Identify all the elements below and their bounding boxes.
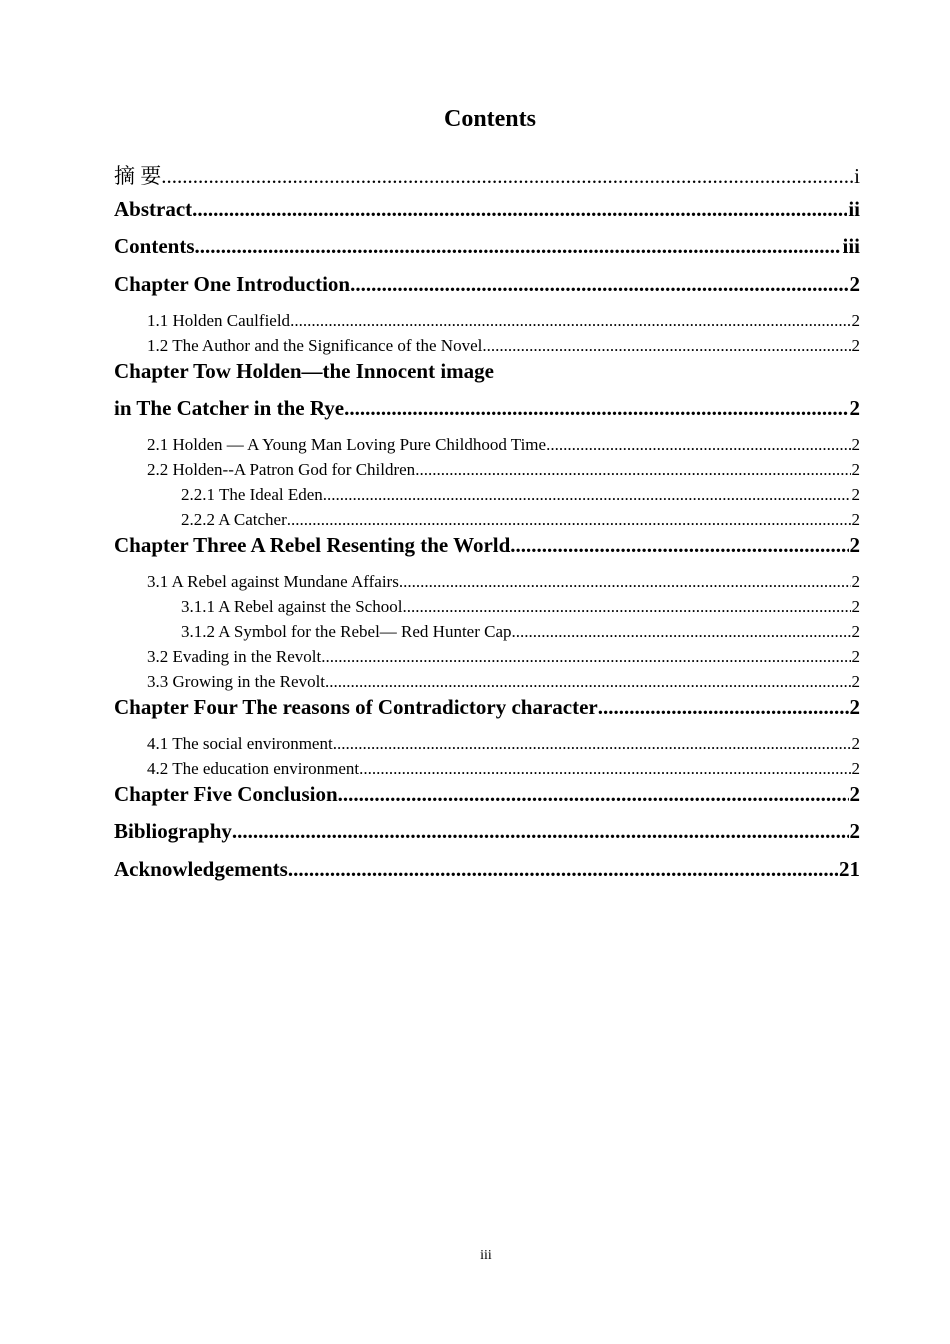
toc-entry-2-2[interactable] (147, 460, 860, 480)
toc-entry-label: 2.2.2 A Catcher (181, 510, 287, 529)
toc-entry-label: Chapter One Introduction (114, 272, 351, 296)
toc-entry-page: 2 (849, 396, 860, 420)
toc-entry-acknowledgements[interactable] (114, 857, 860, 882)
toc-entry-contents[interactable] (114, 234, 860, 259)
toc-entry-page: 2 (849, 819, 860, 843)
dot-leader (359, 759, 850, 779)
toc-entry-label: Chapter Five Conclusion (114, 782, 338, 806)
toc-entry-abstract[interactable] (114, 197, 860, 222)
toc-entry-2-2-1[interactable] (181, 485, 860, 505)
dot-leader (192, 197, 847, 222)
toc-entry-4-1[interactable] (147, 734, 860, 754)
dot-leader (350, 272, 848, 297)
toc-entry-3-1-1[interactable] (181, 597, 860, 617)
toc-entry-2-2-2[interactable] (181, 510, 860, 530)
toc-entry-label: 1.1 Holden Caulfield (147, 311, 291, 330)
toc-entry-page: 2 (851, 759, 860, 778)
toc-entry-2-1[interactable] (147, 435, 860, 455)
toc-entry-label: 3.1.1 A Rebel against the School (181, 597, 403, 616)
toc-entry-chapter-four[interactable] (114, 695, 860, 720)
dot-leader (287, 510, 851, 530)
toc-entry-1-2[interactable] (147, 336, 860, 356)
toc-entry-page: 2 (851, 435, 860, 454)
toc-entry-chapter-three[interactable] (114, 533, 860, 558)
dot-leader (598, 695, 849, 720)
dot-leader (288, 857, 838, 882)
toc-entry-page: 2 (851, 672, 860, 691)
toc-entry-page: 2 (849, 695, 860, 719)
toc-entry-page: 2 (851, 510, 860, 529)
toc-entry-page: 2 (849, 782, 860, 806)
toc-entry-page: 2 (849, 533, 860, 557)
toc-entry-chapter-two-line1[interactable]: Chapter Tow Holden—the Innocent image (114, 359, 494, 383)
toc-entry-label: Bibliography (114, 819, 232, 843)
toc-entry-page: 2 (851, 336, 860, 355)
toc-entry-chapter-five[interactable] (114, 782, 860, 807)
toc-entry-label: Chapter Three A Rebel Resenting the World (114, 533, 511, 557)
toc-entry-1-1[interactable] (147, 311, 860, 331)
toc-entry-page: 2 (851, 485, 860, 504)
dot-leader (415, 460, 850, 480)
dot-leader (333, 734, 851, 754)
dot-leader (482, 336, 850, 356)
toc-entry-label: 2.2.1 The Ideal Eden (181, 485, 323, 504)
toc-entry-label: Abstract (114, 197, 193, 221)
toc-entry-label: 4.1 The social environment (147, 734, 333, 753)
toc-entry-bibliography[interactable] (114, 819, 860, 844)
toc-entry-label: Contents (114, 234, 195, 258)
toc-entry-label: Acknowledgements (114, 857, 288, 881)
toc-entry-label: 3.1 A Rebel against Mundane Affairs (147, 572, 399, 591)
dot-leader (323, 485, 851, 505)
toc-entry-label: 摘 要 (114, 164, 162, 188)
toc-entry-page: 21 (839, 857, 860, 881)
toc-entry-label: 3.2 Evading in the Revolt (147, 647, 322, 666)
page-title: Contents (443, 106, 536, 132)
toc-entry-page: 2 (849, 272, 860, 296)
toc-entry-label: Chapter Four The reasons of Contradictory character (114, 695, 598, 719)
toc-entry-label: in The Catcher in the Rye (114, 396, 345, 420)
dot-leader (232, 819, 849, 844)
dot-leader (344, 396, 848, 421)
toc-entry-label: 1.2 The Author and the Significance of the Novel (147, 336, 483, 355)
toc-entry-3-1[interactable] (147, 572, 860, 592)
toc-entry-page: ii (848, 197, 860, 221)
dot-leader (510, 533, 848, 558)
toc-entry-page: i (854, 164, 860, 188)
toc-entry-chapter-two[interactable] (114, 396, 860, 421)
dot-leader (290, 311, 850, 331)
toc-entry-abstract-chinese[interactable] (114, 160, 860, 190)
toc-entry-3-3[interactable] (147, 672, 860, 692)
toc-entry-label: 2.1 Holden — A Young Man Loving Pure Childhood Time (147, 435, 547, 454)
dot-leader (321, 647, 850, 667)
toc-entry-page: iii (842, 234, 860, 258)
dot-leader (546, 435, 850, 455)
toc-entry-page: 2 (851, 622, 860, 641)
toc-entry-page: 2 (851, 572, 860, 591)
toc-entry-page: 2 (851, 460, 860, 479)
toc-entry-label: 2.2 Holden--A Patron God for Children (147, 460, 416, 479)
toc-entry-page: 2 (851, 311, 860, 330)
page-number-footer: iii (480, 1248, 492, 1263)
dot-leader (512, 622, 851, 642)
toc-entry-4-2[interactable] (147, 759, 860, 779)
toc-entry-label: 4.2 The education environment (147, 759, 360, 778)
toc-entry-label: 3.3 Growing in the Revolt (147, 672, 326, 691)
dot-leader (338, 782, 849, 807)
toc-entry-page: 2 (851, 597, 860, 616)
dot-leader (399, 572, 851, 592)
dot-leader (161, 164, 853, 189)
toc-entry-label: 3.1.2 A Symbol for the Rebel— Red Hunter Cap (181, 622, 512, 641)
toc-entry-chapter-one[interactable] (114, 272, 860, 297)
dot-leader (402, 597, 850, 617)
dot-leader (325, 672, 850, 692)
dot-leader (195, 234, 842, 259)
toc-entry-3-1-2[interactable] (181, 622, 860, 642)
toc-entry-page: 2 (851, 647, 860, 666)
toc-entry-page: 2 (851, 734, 860, 753)
toc-entry-3-2[interactable] (147, 647, 860, 667)
